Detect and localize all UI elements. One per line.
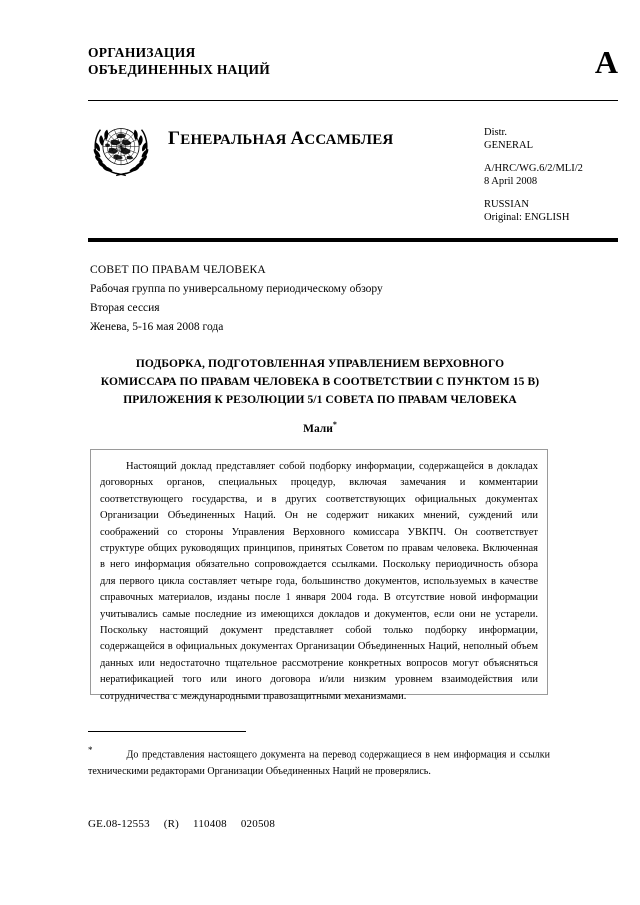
document-original-language: Original: ENGLISH: [484, 211, 570, 223]
council-session: Вторая сессия: [90, 302, 160, 314]
footnote: [88, 742, 550, 780]
document-symbol-letter: A: [594, 44, 618, 80]
distribution-block: [484, 127, 583, 224]
symbol-group: [484, 163, 583, 188]
document-date: 8 April 2008: [484, 175, 538, 187]
distribution-group: [484, 127, 583, 152]
language-group: [484, 199, 583, 224]
council-body-name: СОВЕТ ПО ПРАВАМ ЧЕЛОВЕКА: [90, 264, 266, 276]
ga-title-rest-2: ССАМБЛЕЯ: [304, 132, 394, 148]
country-heading: [90, 420, 550, 435]
job-date-2: 020508: [240, 818, 276, 830]
page-title-line2: КОМИССАРА ПО ПРАВАМ ЧЕЛОВЕКА В СООТВЕТСТВИИ С ПУНКТОМ 15 В): [100, 376, 540, 388]
organization-name: [88, 44, 618, 78]
page-title: [90, 355, 550, 409]
page-title-line3: ПРИЛОЖЕНИЯ К РЕЗОЛЮЦИИ 5/1 СОВЕТА ПО ПРАВАМ ЧЕЛОВЕКА: [123, 394, 517, 406]
abstract-paragraph: Настоящий доклад представляет собой подборку информации, содержащейся в докладах договорных органов, специальных процедур, включая замечания и комментарии соответствующего государства, и в других соответствующих официальных документах Организации Объединенных Наций. Он не содержит никаких мнений, суждений или соображений со стороны Управления Верховного комиссара УВКПЧ. Он соответствует структуре общих руководящих принципов, принятых Советом по правам человека. Включенная в него информация обязательно сопровождается ссылками. Поскольку периодичность обзора для первого цикла составляет четыре года, большинство документов, используемых в качестве справочных материалов, изданы после 1 января 2004 года. В отсутствие новой информации учитывались самые последние из имеющихся докладов и документов, если они не устарели. Поскольку настоящий документ представляет собой только подборку информации, содержащейся в официальных документах Организации Объединенных Наций, неполный объем данных или недостаточно тщательное рассмотрение конкретных вопросов могут объясняться нератификацией того или иного договора и/или низким уровнем взаимодействия или сотрудничества с международными правозащитными механизмами.: [100, 461, 538, 702]
organization-name-line2: ОБЪЕДИНЕННЫХ НАЦИЙ: [88, 62, 271, 77]
footnote-separator: [88, 731, 246, 732]
ga-title-cap-2: А: [290, 128, 305, 149]
country-name: Мали: [303, 422, 333, 435]
country-footnote-marker: *: [332, 420, 337, 429]
header-divider-thin: [88, 100, 618, 101]
document-job-code: [88, 818, 275, 830]
document-symbol: A/HRC/WG.6/2/MLI/2: [484, 163, 583, 174]
council-venue-date: Женева, 5-16 мая 2008 года: [90, 321, 224, 333]
ga-title-cap-1: Г: [168, 128, 181, 149]
council-working-group: Рабочая группа по универсальному периодическому обзору: [90, 283, 383, 295]
un-emblem: [90, 120, 152, 178]
page-title-line1: ПОДБОРКА, ПОДГОТОВЛЕННАЯ УПРАВЛЕНИЕМ ВЕРХОВНОГО: [135, 358, 505, 370]
masthead: [88, 44, 618, 78]
general-assembly-title: [168, 128, 393, 150]
ga-title-rest-1: ЕНЕРАЛЬНАЯ: [180, 132, 291, 148]
job-language-code: (R): [163, 818, 180, 830]
header-divider-thick: [88, 238, 618, 242]
job-date-1: 110408: [193, 818, 227, 830]
organization-name-line1: ОРГАНИЗАЦИЯ: [88, 45, 196, 60]
distr-label: Distr.: [484, 127, 508, 138]
council-block: [90, 261, 383, 337]
distr-value: GENERAL: [484, 139, 533, 151]
job-number: GE.08-12553: [88, 818, 150, 830]
footnote-text: До представления настоящего документа на перевод содержащиеся в нем информация и ссылки техническими редакторами Организации Объединенных Наций не проверялись.: [88, 749, 550, 777]
document-language: RUSSIAN: [484, 199, 529, 210]
footnote-marker: *: [88, 745, 93, 755]
